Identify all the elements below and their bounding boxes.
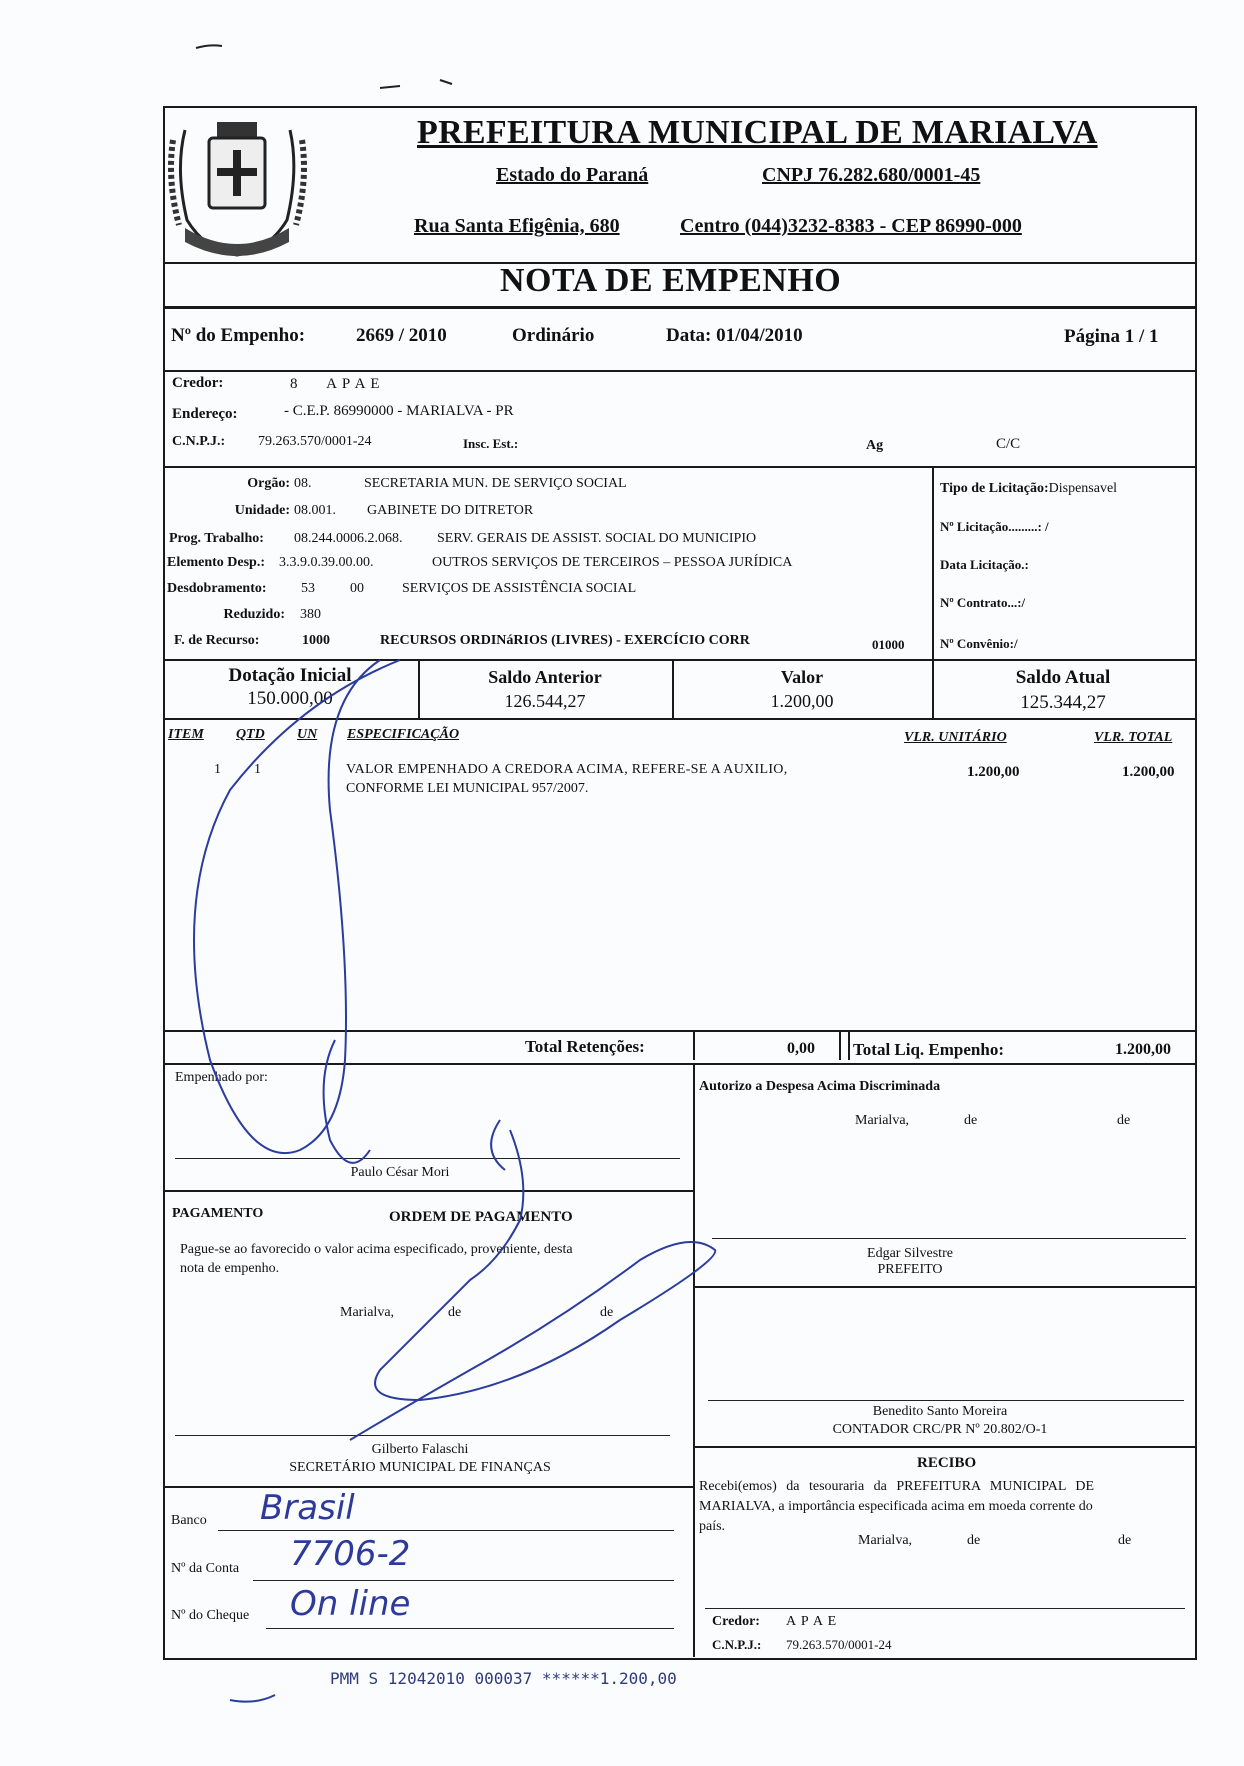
licitacao-tipo-value: Dispensavel bbox=[1048, 481, 1118, 496]
empenho-type: Ordinário bbox=[512, 325, 595, 346]
prefeito-name: Edgar Silvestre bbox=[867, 1246, 953, 1261]
header-cnpj: CNPJ 76.282.680/0001-45 bbox=[762, 164, 981, 186]
recibo-text-line3: país. bbox=[699, 1519, 726, 1534]
item-unit-value: 1.200,00 bbox=[967, 764, 1020, 780]
endereco-value: - C.E.P. 86990000 - MARIALVA - PR bbox=[284, 403, 514, 419]
saldo-anterior-label: Saldo Anterior bbox=[488, 667, 602, 687]
payment-place: Marialva, bbox=[340, 1305, 395, 1320]
item-desc-line1: VALOR EMPENHADO A CREDORA ACIMA, REFERE-SE A AUXILIO, bbox=[346, 762, 788, 777]
unidade-label: Unidade: bbox=[234, 503, 290, 518]
convenio-num: Nº Convênio:/ bbox=[940, 636, 1018, 651]
prefeitura-title: PREFEITURA MUNICIPAL DE MARIALVA bbox=[417, 114, 1098, 151]
ag-label: Ag bbox=[866, 438, 884, 453]
credor-value: 8 A P A E bbox=[290, 376, 381, 392]
credor-label: Credor: bbox=[172, 375, 224, 391]
contador-name: Benedito Santo Moreira bbox=[872, 1404, 1008, 1419]
recibo-de-2: de bbox=[1118, 1533, 1132, 1548]
empenho-divider bbox=[163, 370, 1195, 372]
desdobramento-value: SERVIÇOS DE ASSISTÊNCIA SOCIAL bbox=[402, 581, 637, 596]
recibo-de-1: de bbox=[967, 1533, 981, 1548]
empenhado-section-line bbox=[163, 1190, 695, 1192]
empenhado-name: Paulo César Mori bbox=[350, 1165, 450, 1180]
cheque-label: Nº do Cheque bbox=[171, 1608, 250, 1623]
fonte-code: 1000 bbox=[302, 633, 330, 648]
endereco-label: Endereço: bbox=[172, 406, 238, 422]
totals-bottom-line bbox=[163, 1063, 1195, 1065]
recibo-credor-label: Credor: bbox=[712, 1614, 760, 1629]
col-espec-header: ESPECIFICAÇÃO bbox=[347, 727, 460, 742]
desdobramento-label: Desdobramento: bbox=[167, 581, 267, 596]
payment-text-line1: Pague-se ao favorecido o valor acima especificado, proveniente, desta bbox=[180, 1242, 573, 1257]
cheque-line bbox=[266, 1628, 674, 1629]
totals-vline-2 bbox=[839, 1030, 841, 1060]
fonte-label: F. de Recurso: bbox=[174, 633, 260, 648]
banco-line bbox=[218, 1530, 674, 1531]
recibo-text-line2: MARIALVA, a importância especificada acima em moeda corrente do bbox=[699, 1499, 1093, 1514]
recibo-credor-value: A P A E bbox=[786, 1614, 838, 1629]
recibo-cnpj-label: C.N.P.J.: bbox=[712, 1637, 762, 1652]
payment-de-1: de bbox=[448, 1305, 462, 1320]
banco-label: Banco bbox=[171, 1513, 207, 1528]
recibo-text-line1: Recebi(emos) da tesouraria da PREFEITURA MUNICIPAL DE bbox=[699, 1479, 1095, 1494]
secretario-sign-line bbox=[175, 1435, 670, 1436]
desdobramento-code2: 00 bbox=[350, 581, 364, 596]
prefeito-section-line bbox=[693, 1286, 1195, 1288]
autorizo-de-1: de bbox=[964, 1113, 978, 1128]
liquido-label: Total Liq. Empenho: bbox=[853, 1040, 1004, 1059]
saldo-atual-label: Saldo Atual bbox=[1015, 667, 1111, 688]
creditor-divider bbox=[163, 466, 1195, 468]
totals-vline-3 bbox=[848, 1030, 850, 1060]
col-qtd-header: QTD bbox=[236, 727, 265, 742]
ordem-pagamento-title: ORDEM DE PAGAMENTO bbox=[389, 1209, 573, 1225]
pagamento-label: PAGAMENTO bbox=[172, 1206, 264, 1221]
payment-de-2: de bbox=[600, 1305, 614, 1320]
recibo-title: RECIBO bbox=[917, 1455, 977, 1471]
desdobramento-code: 53 bbox=[301, 581, 315, 596]
dotacao-label: Dotação Inicial bbox=[228, 665, 352, 686]
cheque-handwritten: On line bbox=[290, 1584, 411, 1624]
empenho-num: 2669 / 2010 bbox=[356, 325, 447, 346]
empenhado-sign-line bbox=[175, 1158, 680, 1159]
col-unit-header: VLR. UNITÁRIO bbox=[904, 730, 1007, 745]
header-contact: Centro (044)3232-8383 - CEP 86990-000 bbox=[680, 215, 1022, 237]
budget-divider bbox=[163, 659, 1195, 661]
orgao-code: 08. bbox=[294, 476, 312, 491]
cc-label: C/C bbox=[996, 436, 1021, 452]
reduzido-value: 380 bbox=[300, 607, 321, 622]
item-total-value: 1.200,00 bbox=[1122, 764, 1175, 780]
autorizo-place: Marialva, bbox=[855, 1113, 910, 1128]
secretario-title: SECRETÁRIO MUNICIPAL DE FINANÇAS bbox=[289, 1460, 551, 1475]
item-desc-line2: CONFORME LEI MUNICIPAL 957/2007. bbox=[346, 781, 589, 796]
bottom-center-vline bbox=[693, 1063, 695, 1657]
secretario-name: Gilberto Falaschi bbox=[371, 1442, 469, 1457]
col-total-header: VLR. TOTAL bbox=[1094, 730, 1173, 745]
totals-top-line bbox=[163, 1030, 1195, 1032]
title-divider bbox=[163, 306, 1195, 309]
autorizo-de-2: de bbox=[1117, 1113, 1131, 1128]
state-label: Estado do Paraná bbox=[496, 164, 649, 186]
licitacao-data: Data Licitação.: bbox=[940, 557, 1029, 572]
reduzido-label: Reduzido: bbox=[223, 607, 285, 622]
saldo-anterior-value: 126.544,27 bbox=[504, 691, 586, 711]
fonte-code2: 01000 bbox=[872, 637, 905, 652]
valor-value: 1.200,00 bbox=[770, 691, 834, 711]
cnpj-label: C.N.P.J.: bbox=[172, 434, 226, 449]
contador-section-line bbox=[693, 1446, 1195, 1448]
contrato-num: Nº Contrato...:/ bbox=[940, 595, 1026, 610]
recibo-section-line bbox=[163, 1486, 695, 1488]
licitacao-tipo bbox=[940, 481, 1117, 497]
retencoes-value: 0,00 bbox=[787, 1040, 815, 1057]
orgao-label: Orgão: bbox=[247, 476, 290, 491]
cnpj-value: 79.263.570/0001-24 bbox=[258, 434, 372, 449]
conta-label: Nº da Conta bbox=[171, 1561, 240, 1576]
retencoes-label: Total Retenções: bbox=[525, 1037, 645, 1056]
unidade-value: GABINETE DO DITRETOR bbox=[367, 503, 534, 518]
prog-code: 08.244.0006.2.068. bbox=[294, 531, 403, 546]
municipal-crest-icon bbox=[165, 110, 310, 260]
conta-handwritten: 7706-2 bbox=[290, 1534, 411, 1574]
item-qtd: 1 bbox=[254, 762, 261, 777]
totals-vline-1 bbox=[693, 1030, 695, 1060]
licitacao-tipo-label: Tipo de Licitação: bbox=[940, 481, 1049, 496]
conta-line bbox=[253, 1580, 674, 1581]
prog-value: SERV. GERAIS DE ASSIST. SOCIAL DO MUNICIPIO bbox=[437, 531, 757, 546]
amounts-divider bbox=[163, 718, 1195, 720]
contador-sign-line bbox=[708, 1400, 1184, 1401]
elemento-code: 3.3.9.0.39.00.00. bbox=[279, 555, 374, 570]
page-number: Página 1 / 1 bbox=[1064, 326, 1159, 347]
col-item-header: ITEM bbox=[168, 727, 204, 742]
insc-est-label: Insc. Est.: bbox=[463, 436, 519, 451]
valor-label: Valor bbox=[780, 667, 824, 687]
licitacao-num: Nº Licitação.........: / bbox=[940, 519, 1049, 534]
fonte-value: RECURSOS ORDINáRIOS (LIVRES) - EXERCÍCIO CORR bbox=[380, 633, 750, 648]
banco-handwritten: Brasil bbox=[260, 1488, 355, 1528]
prefeito-sign-line bbox=[712, 1238, 1186, 1239]
empenho-date: Data: 01/04/2010 bbox=[666, 325, 803, 346]
saldo-atual-value: 125.344,27 bbox=[1020, 692, 1106, 713]
dotacao-value: 150.000,00 bbox=[247, 688, 333, 709]
credor-sign-line bbox=[705, 1608, 1185, 1609]
liquido-value: 1.200,00 bbox=[1115, 1041, 1171, 1058]
doc-title: NOTA DE EMPENHO bbox=[500, 262, 842, 299]
unidade-code: 08.001. bbox=[294, 503, 336, 518]
elemento-label: Elemento Desp.: bbox=[167, 555, 265, 570]
empenhado-label: Empenhado por: bbox=[175, 1070, 268, 1085]
prefeito-title: PREFEITO bbox=[877, 1262, 943, 1277]
orgao-value: SECRETARIA MUN. DE SERVIÇO SOCIAL bbox=[364, 476, 627, 491]
empenho-num-label: Nº do Empenho: bbox=[171, 325, 306, 346]
header-address: Rua Santa Efigênia, 680 bbox=[414, 215, 620, 237]
autorizo-text: Autorizo a Despesa Acima Discriminada bbox=[699, 1079, 941, 1094]
payment-stamp: PMM S 12042010 000037 ******1.200,00 bbox=[330, 1669, 677, 1688]
recibo-cnpj-value: 79.263.570/0001-24 bbox=[786, 1637, 892, 1652]
prog-label: Prog. Trabalho: bbox=[169, 531, 264, 546]
col-un-header: UN bbox=[297, 727, 318, 742]
contador-title: CONTADOR CRC/PR Nº 20.802/O-1 bbox=[832, 1422, 1048, 1437]
elemento-value: OUTROS SERVIÇOS DE TERCEIROS – PESSOA JURÍDICA bbox=[432, 555, 793, 570]
item-number: 1 bbox=[214, 762, 221, 777]
recibo-place: Marialva, bbox=[858, 1533, 913, 1548]
payment-text-line2: nota de empenho. bbox=[180, 1261, 280, 1276]
